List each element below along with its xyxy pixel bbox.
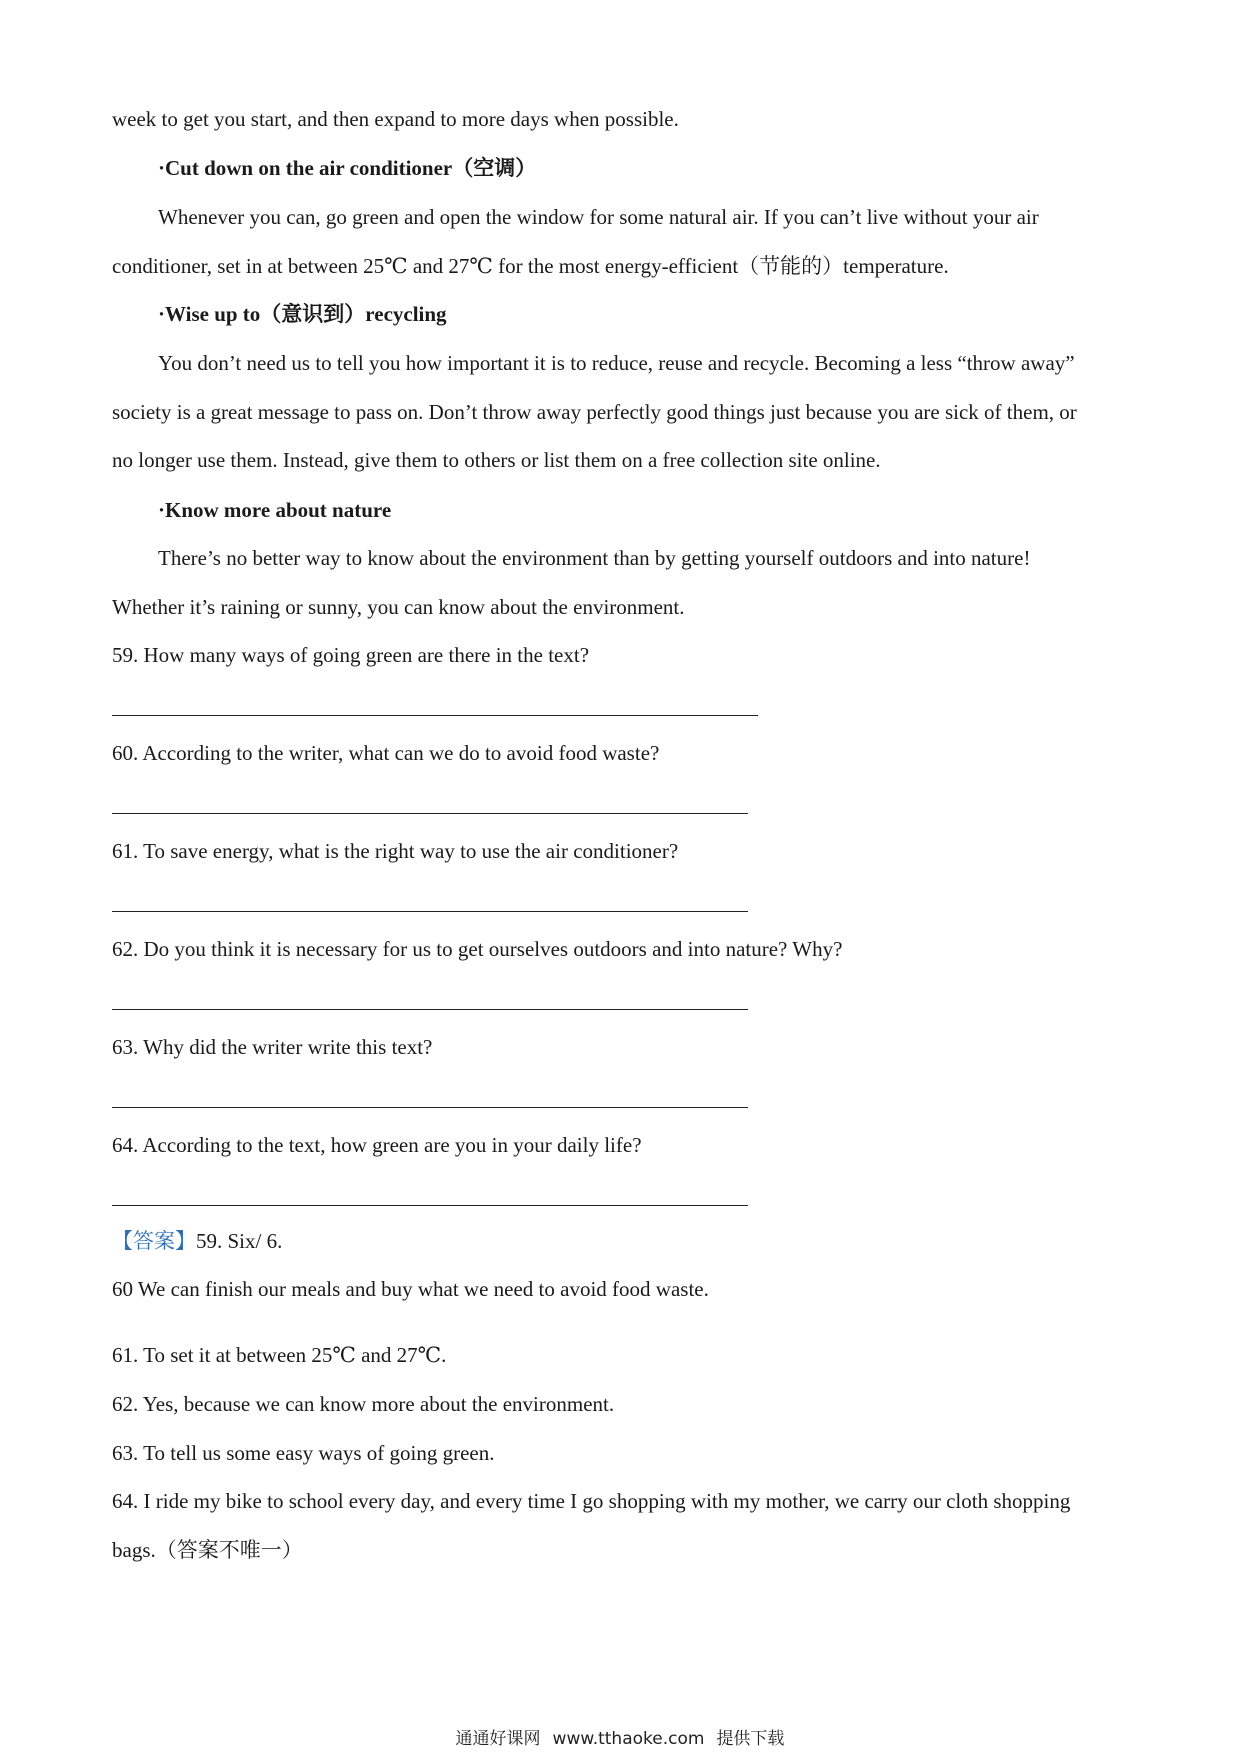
- passage-line: conditioner, set in at between 25℃ and 27℃ for the most energy-efficient（节能的）temperature.: [112, 254, 949, 278]
- answer-line-59: [112, 715, 758, 716]
- question-62: 62. Do you think it is necessary for us to get ourselves outdoors and into nature? Why?: [112, 937, 843, 961]
- question-63: 63. Why did the writer write this text?: [112, 1035, 433, 1059]
- answer-line-63: [112, 1107, 748, 1108]
- answer-63: 63. To tell us some easy ways of going green.: [112, 1441, 495, 1465]
- passage-line: no longer use them. Instead, give them to others or list them on a free collection site online.: [112, 448, 881, 472]
- footer-suffix: 提供下载: [716, 1729, 785, 1749]
- answer-tag: 【答案】: [112, 1229, 196, 1253]
- passage-line: society is a great message to pass on. Don’t throw away perfectly good things just because you are sick of them, or: [112, 400, 1077, 424]
- answer-61: 61. To set it at between 25℃ and 27℃.: [112, 1343, 447, 1367]
- question-64: 64. According to the text, how green are you in your daily life?: [112, 1133, 642, 1157]
- question-59: 59. How many ways of going green are there in the text?: [112, 643, 590, 667]
- answer-59-text: 59. Six/ 6.: [196, 1229, 283, 1253]
- question-61: 61. To save energy, what is the right way to use the air conditioner?: [112, 839, 679, 863]
- question-60: 60. According to the writer, what can we do to avoid food waste?: [112, 741, 660, 765]
- passage-line: There’s no better way to know about the environment than by getting yourself outdoors and into nature!: [158, 546, 1031, 570]
- answer-line-60: [112, 813, 748, 814]
- footer-site-name: 通通好课网: [455, 1729, 541, 1749]
- answer-62: 62. Yes, because we can know more about the environment.: [112, 1392, 615, 1416]
- answer-64-cont: bags.（答案不唯一）: [112, 1538, 303, 1562]
- section-heading-air-conditioner: ·Cut down on the air conditioner（空调）: [158, 156, 537, 180]
- answer-line-62: [112, 1009, 748, 1010]
- passage-line: Whenever you can, go green and open the window for some natural air. If you can’t live without your air: [158, 205, 1039, 229]
- passage-line: You don’t need us to tell you how important it is to reduce, reuse and recycle. Becoming a less “throw away”: [158, 351, 1075, 375]
- answer-64: 64. I ride my bike to school every day, and every time I go shopping with my mother, we carry our cloth shopping: [112, 1489, 1071, 1513]
- answer-line-61: [112, 911, 748, 912]
- answer-line-64: [112, 1205, 748, 1206]
- section-heading-nature: ·Know more about nature: [158, 498, 392, 522]
- section-heading-recycling: ·Wise up to（意识到）recycling: [158, 302, 447, 326]
- footer-url[interactable]: www.tthaoke.com: [552, 1729, 705, 1749]
- answer-60: 60 We can finish our meals and buy what we need to avoid food waste.: [112, 1277, 709, 1301]
- page-footer: [0, 1728, 1240, 1750]
- answer-59: [112, 1227, 282, 1255]
- passage-line: Whether it’s raining or sunny, you can know about the environment.: [112, 595, 685, 619]
- passage-line: week to get you start, and then expand to more days when possible.: [112, 107, 679, 131]
